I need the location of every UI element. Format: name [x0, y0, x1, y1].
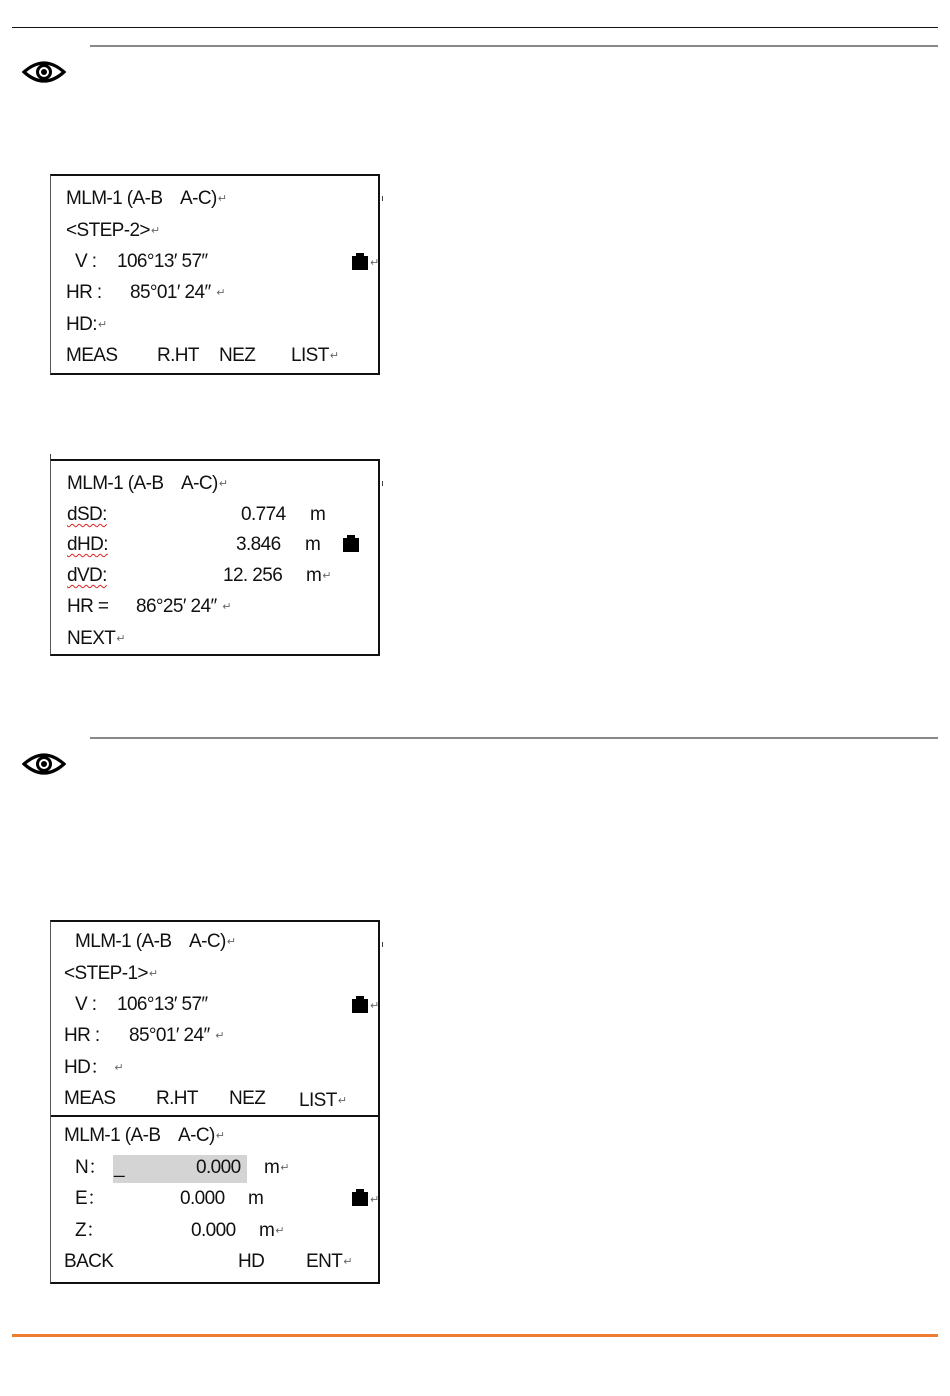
dsd-value: 0.774	[241, 504, 286, 525]
z-unit: m↵	[259, 1220, 285, 1242]
battery-icon	[343, 538, 359, 552]
step-indicator: <STEP-1>↵	[64, 963, 159, 985]
hr-value: 86°25′ 24″ ↵	[136, 596, 232, 618]
screen-title: MLM-1 (A-B A-C)↵	[75, 931, 236, 953]
dsd-label: dSD:	[67, 504, 107, 525]
screen-title: MLM-1 (A-B A-C)↵	[67, 473, 228, 495]
softkey-rht[interactable]: R.HT	[157, 345, 199, 366]
softkey-rht[interactable]: R.HT	[156, 1088, 198, 1109]
header-rule	[12, 27, 938, 28]
screen-title: MLM-1 (A-B A-C)↵	[64, 1125, 225, 1147]
e-unit: m	[248, 1188, 264, 1209]
note-rule	[90, 737, 938, 739]
hr-value: 85°01′ 24″ ↵	[129, 1025, 225, 1047]
battery-icon	[352, 256, 368, 270]
hr-value: 85°01′ 24″ ↵	[130, 282, 226, 304]
softkey-list[interactable]: LIST↵	[299, 1090, 347, 1112]
dhd-label: dHD:	[67, 534, 108, 555]
softkey-back[interactable]: BACK	[64, 1251, 114, 1272]
dvd-value: 12. 256	[223, 565, 283, 586]
dhd-unit: m	[305, 534, 321, 555]
v-label: V :	[75, 251, 97, 272]
battery-icon	[352, 999, 368, 1013]
v-value: 106°13′ 57″	[117, 994, 208, 1015]
hd-label: HD： ↵	[64, 1057, 124, 1079]
screen-mlm-result	[50, 459, 380, 656]
softkey-nez[interactable]: NEZ	[229, 1088, 266, 1109]
z-value: 0.000	[191, 1220, 236, 1241]
note-rule	[90, 45, 938, 47]
hd-label: HD:↵	[66, 314, 108, 336]
e-value: 0.000	[180, 1188, 225, 1209]
n-value: 0.000	[196, 1157, 241, 1178]
softkey-meas[interactable]: MEAS	[64, 1088, 116, 1109]
eye-icon	[22, 58, 66, 86]
dvd-label: dVD:	[67, 565, 107, 586]
v-label: V :	[75, 994, 97, 1015]
screen-title: MLM-1 (A-B A-C)↵	[66, 188, 227, 210]
return-mark: ↵	[370, 1194, 380, 1206]
softkey-next[interactable]: NEXT↵	[67, 628, 126, 650]
screen-mlm-step2	[50, 174, 380, 375]
footer-rule	[12, 1334, 938, 1337]
softkey-list[interactable]: LIST↵	[291, 345, 339, 367]
softkey-hd[interactable]: HD	[238, 1251, 265, 1272]
return-mark: ↵	[370, 1000, 380, 1012]
hr-label: HR :	[64, 1025, 100, 1046]
softkey-meas[interactable]: MEAS	[66, 345, 118, 366]
hr-label: HR =	[67, 596, 109, 617]
hr-label: HR :	[66, 282, 102, 303]
panel-divider	[51, 1115, 378, 1117]
n-unit: m↵	[264, 1157, 290, 1179]
e-label: E：	[75, 1188, 106, 1209]
softkey-ent[interactable]: ENT↵	[306, 1251, 353, 1273]
z-label: Z：	[75, 1220, 105, 1241]
screen-mlm-step1-coord	[50, 920, 380, 1284]
eye-icon	[22, 750, 66, 778]
dvd-unit: m↵	[306, 565, 332, 587]
return-mark: ↵	[370, 257, 380, 269]
n-label: N：	[75, 1157, 107, 1178]
input-cursor: _	[114, 1157, 124, 1178]
battery-icon	[352, 1192, 368, 1206]
step-indicator: <STEP-2>↵	[66, 220, 161, 242]
softkey-nez[interactable]: NEZ	[219, 345, 256, 366]
v-value: 106°13′ 57″	[117, 251, 208, 272]
dsd-unit: m	[310, 504, 326, 525]
dhd-value: 3.846	[236, 534, 281, 555]
